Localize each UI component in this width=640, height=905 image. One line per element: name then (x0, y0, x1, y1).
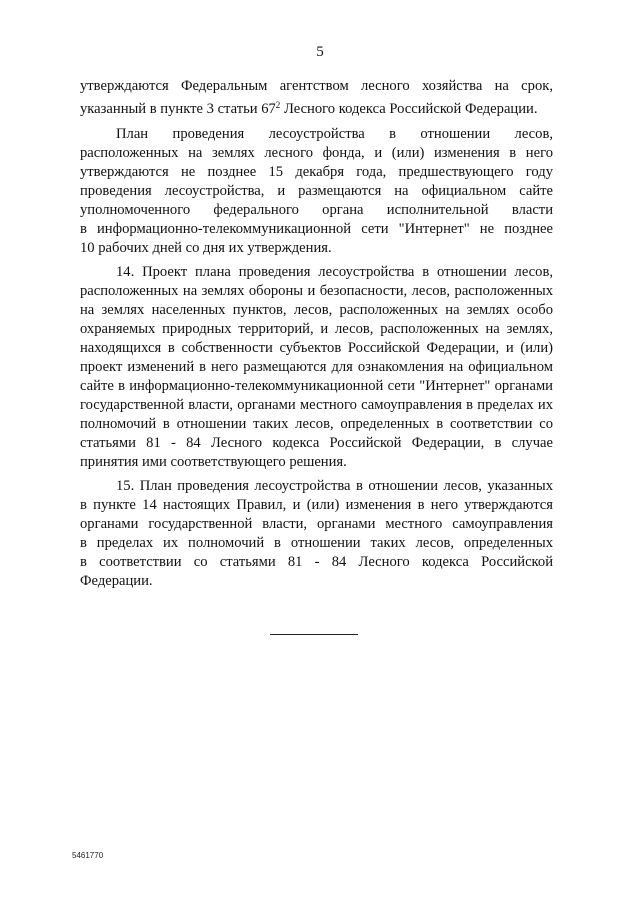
text-line: в пункте 14 настоящих Правил, и (или) изменения в него утверждаются (80, 497, 553, 513)
text-line: сайте в информационно-телекоммуникационной сети "Интернет" органами (80, 378, 553, 394)
text-line: принятия ими соответствующего решения. (80, 454, 347, 470)
text-line: в пределах их полномочий в отношении таких лесов, определенных (80, 535, 553, 551)
page-number: 5 (316, 44, 324, 60)
text-line: 15. План проведения лесоустройства в отношении лесов, указанных (116, 478, 553, 494)
text-line: статьями 81 - 84 Лесного кодекса Российской Федерации, в случае (80, 435, 553, 451)
text-line: уполномоченного федерального органа исполнительной власти (80, 202, 553, 218)
text-fragment: указанный в пункте 3 статьи 67 (80, 101, 276, 117)
text-line: находящихся в собственности субъектов Российской Федерации, и (или) (80, 340, 553, 356)
text-line: органами государственной власти, органами местного самоуправления (80, 516, 553, 532)
text-line: Федерации. (80, 573, 153, 589)
text-line: 10 рабочих дней со дня их утверждения. (80, 240, 332, 256)
text-line: охраняемых природных территорий, и лесов, расположенных на землях, (80, 321, 553, 337)
text-line: на землях населенных пунктов, лесов, расположенных на землях особо (80, 302, 553, 318)
text-line: государственной власти, органами местного самоуправления в пределах их (80, 397, 553, 413)
text-line: утверждаются не позднее 15 декабря года, предшествующего году (80, 164, 553, 180)
text-fragment: Лесного кодекса Российской Федерации. (280, 101, 538, 117)
text-line: расположенных на землях обороны и безопасности, лесов, расположенных (80, 283, 553, 299)
text-line: полномочий в отношении таких лесов, определенных в соответствии со (80, 416, 553, 432)
text-line: проведения лесоустройства, и размещаются на официальном сайте (80, 183, 553, 199)
text-line: утверждаются Федеральным агентством лесного хозяйства на срок, (80, 78, 553, 94)
end-divider (270, 634, 358, 635)
text-line: в соответствии со статьями 81 - 84 Лесного кодекса Российской (80, 554, 553, 570)
text-line: в информационно-телекоммуникационной сети "Интернет" не позднее (80, 221, 553, 237)
text-line: расположенных на землях лесного фонда, и (или) изменения в него (80, 145, 553, 161)
text-line: проект изменений в него размещаются для ознакомления на официальном (80, 359, 553, 375)
text-line: 14. Проект плана проведения лесоустройства в отношении лесов, (116, 264, 553, 280)
superscript: 2 (275, 100, 281, 110)
document-code: 5461770 (72, 851, 104, 860)
text-line: План проведения лесоустройства в отношении лесов, (116, 126, 553, 142)
text-line (80, 100, 553, 119)
